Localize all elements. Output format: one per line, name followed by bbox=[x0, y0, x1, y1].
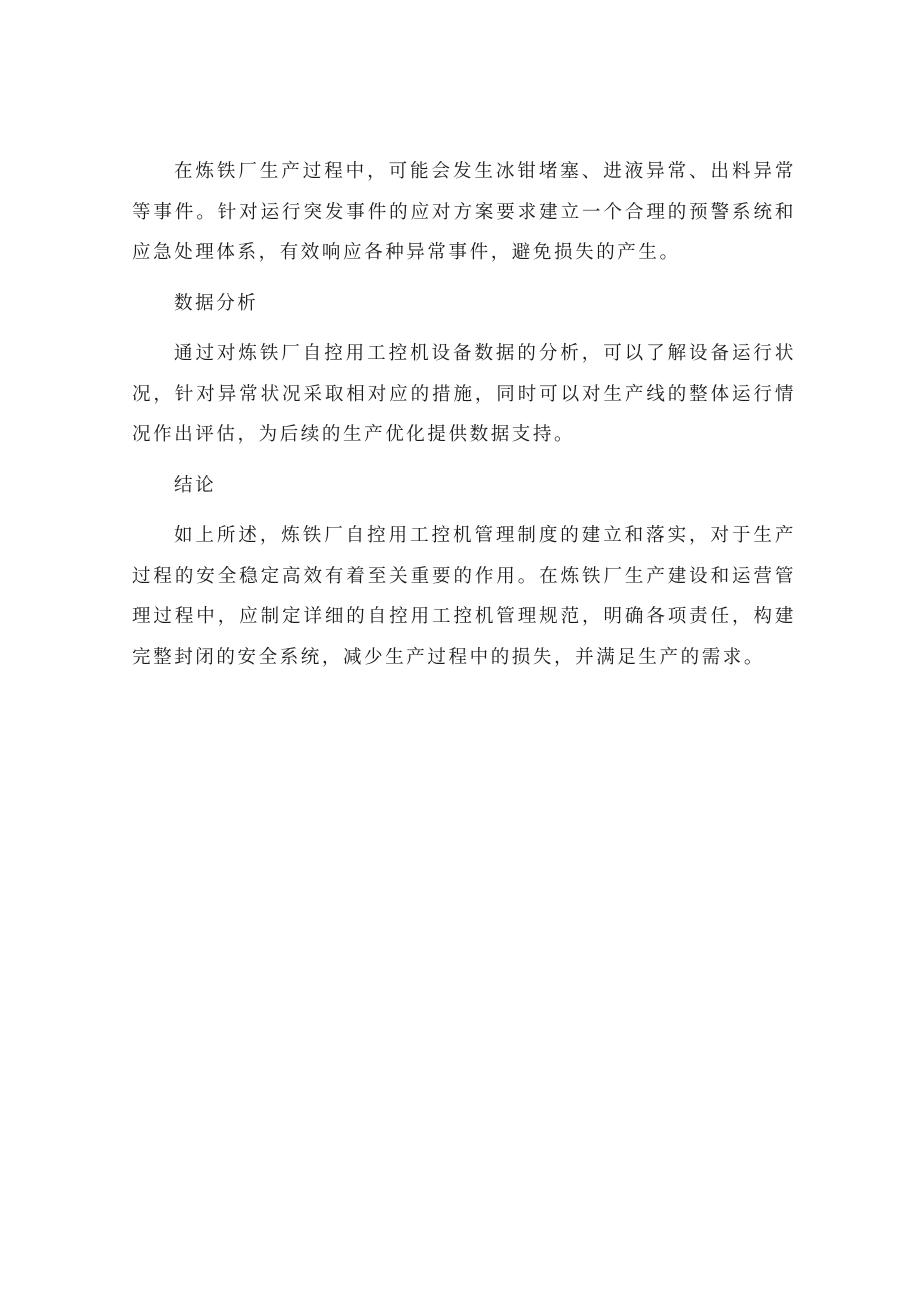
paragraph-conclusion: 如上所述，炼铁厂自控用工控机管理制度的建立和落实，对于生产过程的安全稳定高效有着至关重要的作用。在炼铁厂生产建设和运营管理过程中，应制定详细的自控用工控机管理规范，明确各项责任，构建完整封闭的安全系统，减少生产过程中的损失，并满足生产的需求。 bbox=[132, 525, 796, 668]
document-body bbox=[132, 152, 796, 678]
paragraph-data-analysis: 通过对炼铁厂自控用工控机设备数据的分析，可以了解设备运行状况，针对异常状况采取相对应的措施，同时可以对生产线的整体运行情况作出评估，为后续的生产优化提供数据支持。 bbox=[132, 343, 796, 445]
section-heading-data-analysis: 数据分析 bbox=[174, 292, 259, 314]
section-heading-conclusion: 结论 bbox=[174, 474, 217, 496]
paragraph-emergency-response: 在炼铁厂生产过程中，可能会发生冰钳堵塞、进液异常、出料异常等事件。针对运行突发事件的应对方案要求建立一个合理的预警系统和应急处理体系，有效响应各种异常事件，避免损失的产生。 bbox=[132, 161, 796, 263]
